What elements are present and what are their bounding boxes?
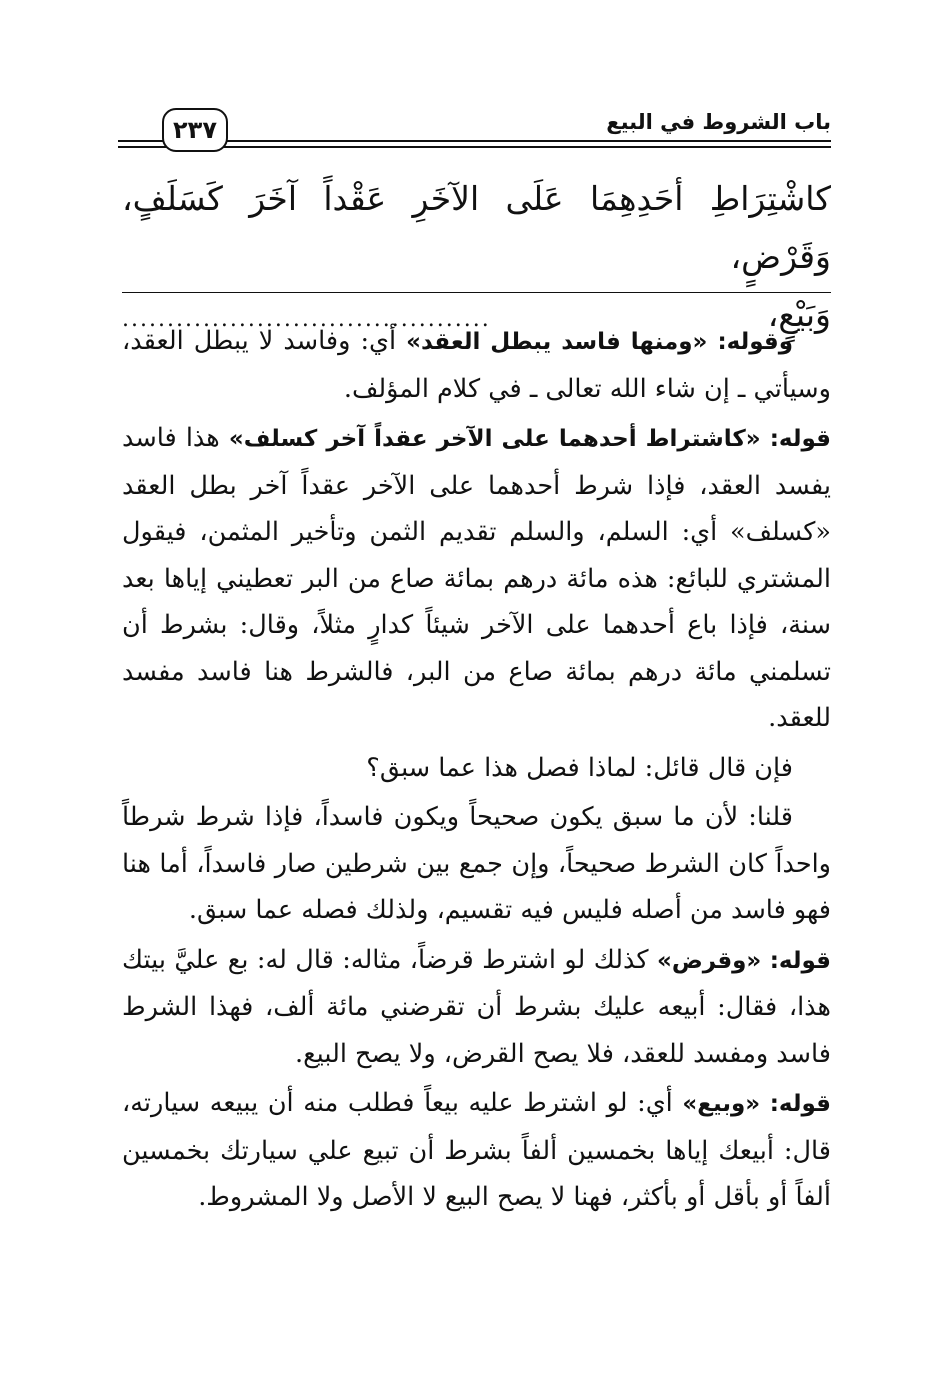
matn-line-2-text: وَبَيْعٍ،	[767, 295, 831, 334]
running-header	[118, 108, 831, 158]
paragraph-lead: قوله:	[769, 947, 831, 974]
paragraph-lead: وقوله:	[717, 329, 793, 355]
paragraph	[122, 318, 831, 412]
paragraph-text: هذا فاسد يفسد العقد، فإذا شرط أحدهما على الآخر عقداً آخر بطل العقد «كسلف» أي: السلم، والسلم تقديم الثمن وتأخير المثمن، فيقول المشتري للبائع: هذه مائة درهم بمائة صاع من البر تعطيني إياها بعد سنة، فإذا باع أحدهما على الآخر شيئاً كدارٍ مثلاً، وقال: بشرط أن تسلمني مائة درهم بمائة صاع من البر، فالشرط هنا فاسد مفسد للعقد.	[122, 423, 831, 733]
paragraph-quote: «وقرض»	[656, 947, 762, 974]
matn-line-1: كاشْتِرَاطِ أحَدِهِمَا عَلَى الآخَرِ عَقْداً آخَرَ كَسَلَفٍ، وَقَرْضٍ،	[122, 179, 831, 276]
paragraph-lead: قوله:	[769, 1091, 831, 1117]
paragraph	[122, 1080, 831, 1221]
paragraph-lead: قوله:	[769, 426, 831, 452]
paragraph	[122, 937, 831, 1078]
paragraph-text: قلنا: لأن ما سبق يكون صحيحاً ويكون فاسداً، فإذا شرط شرطاً واحداً كان الشرط صحيحاً، وإن جمع بين شرطين صار فاسداً، أما هنا فهو فاسد من أصله فليس فيه تقسيم، ولذلك فصله عما سبق.	[122, 802, 831, 925]
paragraph-text: فإن قال قائل: لماذا فصل هذا عما سبق؟	[366, 752, 793, 783]
paragraph	[122, 745, 831, 792]
page-number: ٢٣٧	[162, 108, 228, 152]
paragraph-quote: «وبيع»	[682, 1091, 761, 1117]
paragraph-text: أي: لو اشترط عليه بيعاً فطلب منه أن يبيعه سيارته، قال: أبيعك إياها بخمسين ألفاً بشرط أن تبيع علي سيارتك بخمسين ألفاً أو بأقل أو بأكثر، فهنا لا يصح البيع لا الأصل ولا المشروط.	[122, 1088, 831, 1212]
paragraph-quote: «كاشتراط أحدهما على الآخر عقداً آخر كسلف»	[228, 426, 761, 452]
paragraph-text: كذلك لو اشترط قرضاً، مثاله: قال له: بع عليَّ بيتك هذا، فقال: أبيعه عليك بشرط أن تقرضني مائة ألف، فهذا الشرط فاسد ومفسد للعقد، فلا يصح القرض، ولا يصح البيع.	[122, 944, 831, 1069]
matn-continuation-dots: .........................................	[122, 307, 491, 332]
paragraph	[122, 794, 831, 934]
paragraph	[122, 415, 831, 742]
paragraph-text: أي: وفاسد لا يبطل العقد، وسيأتي ـ إن شاء الله تعالى ـ في كلام المؤلف.	[122, 326, 831, 404]
matn-separator	[122, 292, 831, 293]
commentary	[122, 318, 831, 1224]
paragraph-quote: «ومنها فاسد يبطل العقد»	[406, 329, 708, 355]
chapter-title: باب الشروط في البيع	[606, 110, 831, 134]
